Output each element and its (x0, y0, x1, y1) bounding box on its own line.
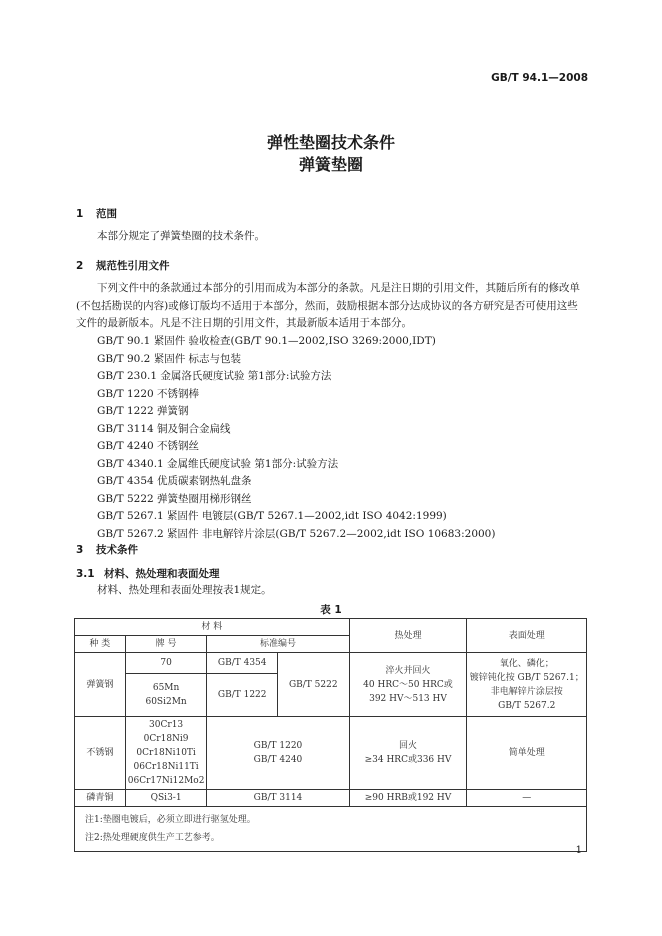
section-1-heading (76, 206, 117, 221)
material-table (74, 618, 587, 852)
cell-text: 回火 (398, 741, 417, 751)
header-grade: 牌 号 (125, 636, 207, 653)
cell-standard: GB/T 5222 (278, 653, 350, 717)
section-3-1-body: 材料、热处理和表面处理按表1规定。 (97, 584, 272, 596)
section-2-heading (76, 258, 170, 273)
cell-text: ≥34 HRC或336 HV (364, 755, 452, 765)
page-number: 1 (575, 845, 582, 856)
reference-item: GB/T 90.1 紧固件 验收检查(GB/T 90.1—2002,ISO 3269:2000,IDT) (97, 335, 436, 347)
cell-grade (125, 717, 207, 790)
reference-item: GB/T 230.1 金属洛氏硬度试验 第1部分:试验方法 (97, 370, 332, 382)
standard-code: GB/T 94.1—2008 (491, 72, 588, 84)
cell-heat-treatment (349, 653, 467, 717)
cell-standard (207, 717, 349, 790)
header-material: 材 料 (75, 619, 350, 636)
table-row (75, 653, 587, 674)
document-subtitle: 弹簧垫圈 (298, 155, 363, 174)
reference-item: GB/T 90.2 紧固件 标志与包装 (97, 352, 242, 365)
header-kind: 种 类 (75, 636, 126, 653)
cell-heat-treatment (349, 717, 467, 790)
reference-item: GB/T 4240 不锈钢丝 (97, 440, 200, 452)
section-title: 规范性引用文件 (96, 260, 170, 272)
table-row (75, 790, 587, 807)
cell-text: 镀锌钝化按 GB/T 5267.1； (469, 672, 584, 683)
section-1-body: 本部分规定了弹簧垫圈的技术条件。 (97, 230, 265, 242)
table-row (75, 717, 587, 790)
section-number: 2 (76, 260, 84, 272)
header-surface-treatment: 表面处理 (467, 619, 587, 653)
cell-text: 30Cr13 (149, 720, 184, 730)
reference-item: GB/T 4354 优质碳素钢热轧盘条 (97, 475, 252, 487)
cell-grade (125, 674, 207, 717)
section-number: 3.1 (76, 568, 95, 580)
cell-standard: GB/T 3114 (207, 790, 349, 807)
reference-item: GB/T 4340.1 金属维氏硬度试验 第1部分:试验方法 (97, 457, 339, 470)
cell-kind: 不锈钢 (75, 717, 126, 790)
section-2-body: 下列文件中的条款通过本部分的引用而成为本部分的条款。凡是注日期的引用文件，其随后所有的修改单(不包括勘误的内容)或修订版均不适用于本部分，然而，鼓励根据本部分达成协议的各方研究是否可使用这些文件的最新版本。凡是不注日期的引用文件，其最新版本适用于本部分。 (76, 282, 580, 329)
table-note: 注2:热处理硬度供生产工艺参考。 (85, 833, 220, 843)
cell-heat-treatment: ≥90 HRB或192 HV (349, 790, 467, 807)
cell-text: GB/T 4240 (253, 755, 303, 765)
cell-standard: GB/T 1222 (207, 674, 278, 717)
cell-kind: 磷青铜 (75, 790, 126, 807)
cell-text: 淬火并回火 (385, 665, 431, 676)
cell-text: GB/T 1220 (253, 741, 303, 751)
header-standard: 标准编号 (207, 636, 349, 653)
cell-standard: GB/T 4354 (207, 653, 278, 674)
cell-text: 非电解锌片涂层按 (490, 686, 563, 697)
cell-text: 0Cr18Ni9 (143, 734, 189, 744)
document-title: 弹性垫圈技术条件 (266, 133, 395, 152)
table-notes-row (75, 807, 587, 852)
reference-list (97, 333, 495, 543)
section-number: 1 (76, 208, 84, 220)
cell-text: 40 HRC～50 HRC或 (363, 679, 453, 690)
table-header-row (75, 619, 587, 636)
cell-text: 65Mn (152, 683, 180, 693)
cell-text: GB/T 5267.2 (498, 700, 556, 711)
reference-item: GB/T 5267.2 紧固件 非电解锌片涂层(GB/T 5267.2—2002,idt ISO 10683:2000) (97, 527, 496, 540)
section-title: 技术条件 (96, 544, 138, 556)
cell-grade: QSi3-1 (125, 790, 207, 807)
cell-surface-treatment: — (467, 790, 587, 807)
table-notes (75, 807, 587, 852)
reference-item: GB/T 5267.1 紧固件 电镀层(GB/T 5267.1—2002,idt ISO 4042:1999) (97, 510, 447, 522)
cell-text: 60Si2Mn (145, 697, 187, 707)
table-caption: 表 1 (320, 604, 342, 616)
section-3-heading (76, 542, 138, 557)
cell-grade: 70 (125, 653, 207, 674)
reference-item: GB/T 3114 铜及铜合金扁线 (97, 422, 231, 435)
section-3-1-heading (76, 566, 220, 581)
cell-text: 氧化、磷化； (499, 658, 554, 669)
cell-text: 392 HV～513 HV (369, 693, 447, 704)
cell-text: 0Cr18Ni10Ti (136, 748, 196, 758)
reference-item: GB/T 1220 不锈钢棒 (97, 387, 200, 400)
section-number: 3 (76, 544, 84, 556)
section-title: 材料、热处理和表面处理 (104, 568, 220, 580)
reference-item: GB/T 5222 弹簧垫圈用梯形钢丝 (97, 492, 252, 505)
cell-surface-treatment (467, 653, 587, 717)
cell-text: 06Cr18Ni11Ti (133, 762, 199, 772)
cell-text: 06Cr17Ni12Mo2 (127, 776, 205, 786)
reference-item: GB/T 1222 弹簧钢 (97, 405, 189, 417)
cell-surface-treatment: 简单处理 (467, 717, 587, 790)
table-note: 注1:垫圈电镀后，必须立即进行驱氢处理。 (85, 815, 256, 825)
section-title: 范围 (96, 208, 117, 220)
cell-kind: 弹簧钢 (75, 653, 126, 717)
header-heat-treatment: 热处理 (349, 619, 467, 653)
